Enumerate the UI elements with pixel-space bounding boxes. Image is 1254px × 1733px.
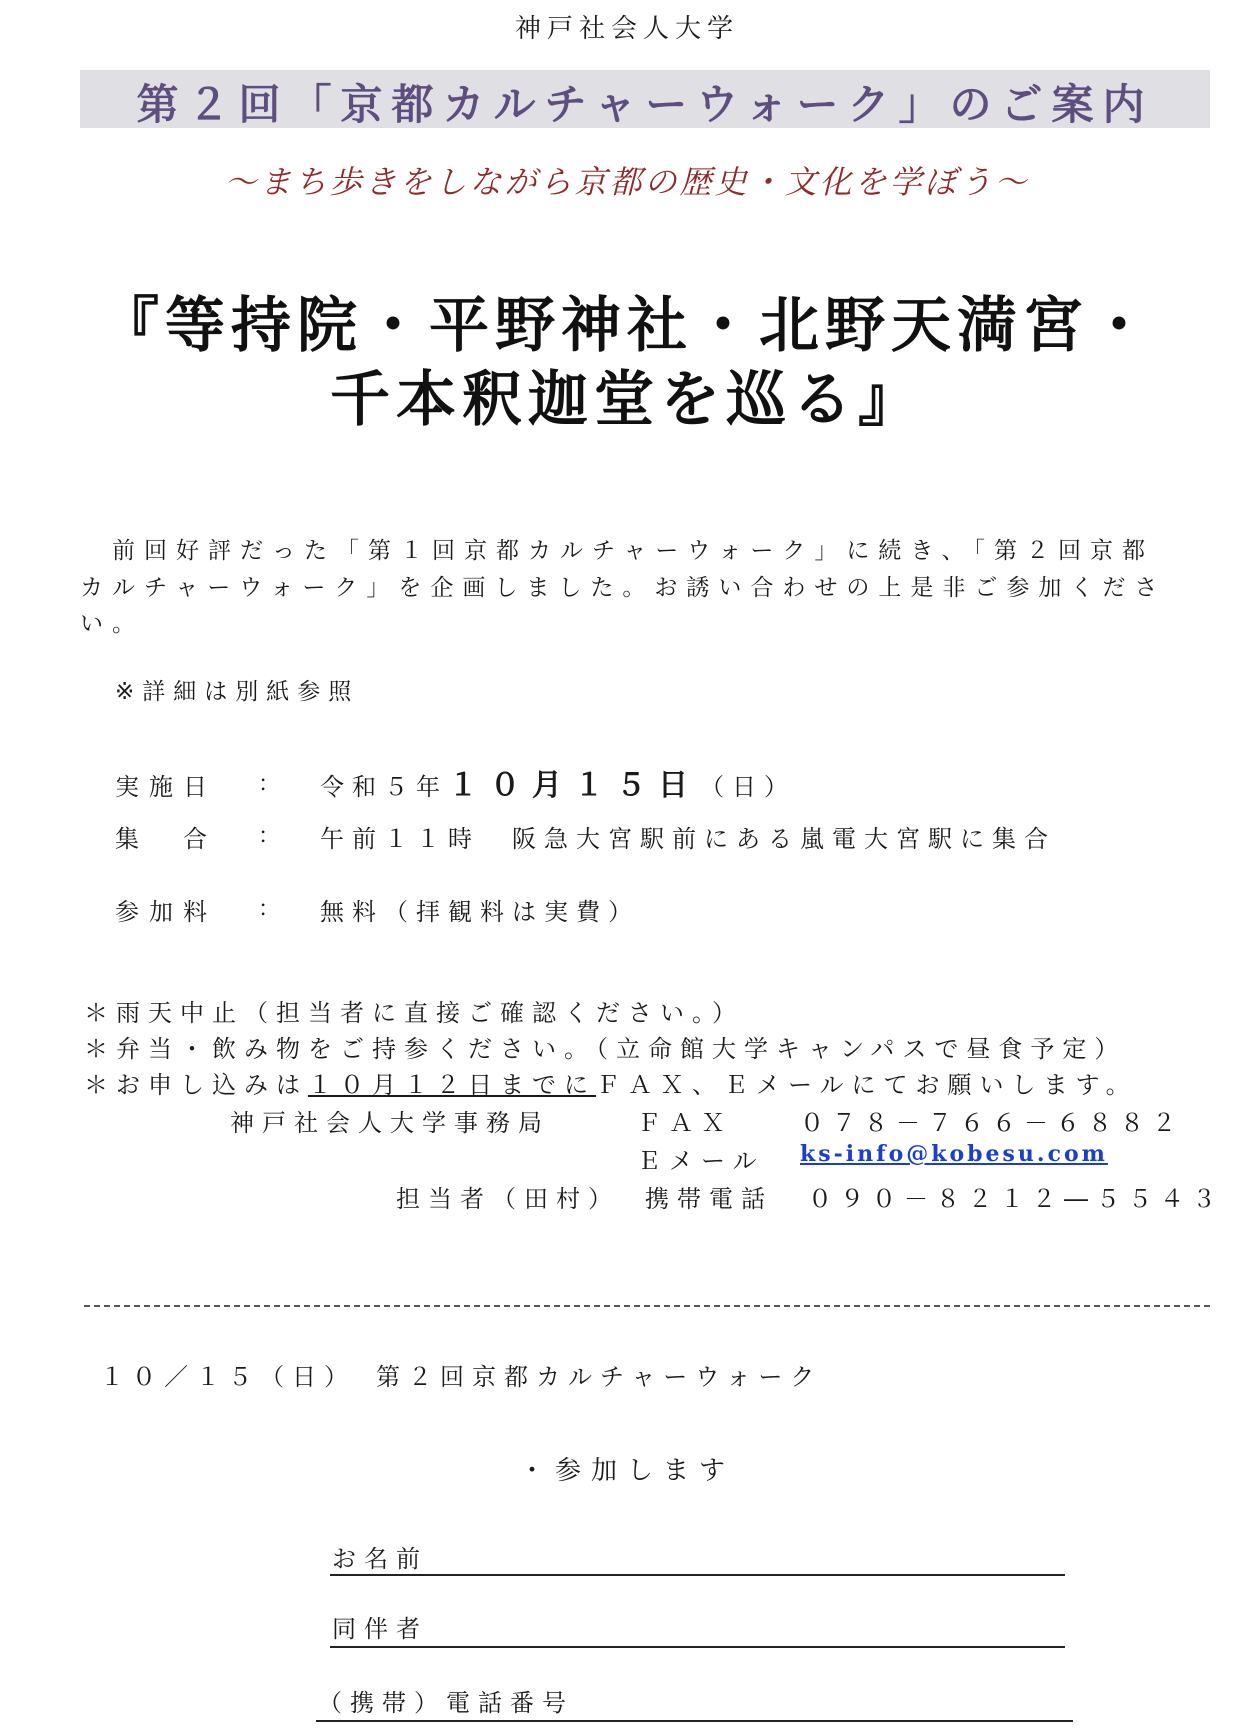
mobile-number: ０９０－８２１２―５５４３ — [808, 1185, 1224, 1213]
phone-field-line[interactable] — [316, 1720, 1073, 1722]
email-link[interactable]: ks-info@kobesu.com — [800, 1141, 1108, 1167]
date-colon: ： — [258, 772, 281, 797]
apply-deadline: １０月１２日までに — [308, 1071, 596, 1099]
intro-line-3: い。 — [80, 611, 144, 637]
reply-heading: １０／１５（日） 第２回京都カルチャーウォーク — [100, 1363, 823, 1391]
fee-value: 無料（拝観料は実費） — [320, 898, 640, 926]
page-title: 第２回「京都カルチャーウォーク」のご案内 — [136, 80, 1154, 129]
subtitle: ～まち歩きをしながら京都の歴史・文化を学ぼう～ — [224, 163, 1030, 201]
apply-suffix: ＦＡＸ、Ｅメールにてお願いします。 — [596, 1071, 1138, 1099]
fax-label: ＦＡＸ — [637, 1109, 733, 1137]
apply-prefix: ＊お申し込みは — [84, 1071, 308, 1099]
mobile-label: 携帯電話 — [645, 1185, 773, 1213]
organization-name: 神戸社会人大学 — [514, 14, 739, 44]
date-label: 実施日 — [115, 773, 217, 801]
date-weekday: （日） — [700, 773, 796, 801]
contact-person: 担当者（田村） — [396, 1185, 620, 1213]
cut-line-divider — [84, 1305, 1210, 1307]
fee-colon: ： — [258, 897, 281, 922]
name-field-line[interactable] — [330, 1574, 1065, 1576]
fee-label: 参加料 — [115, 898, 217, 926]
fax-number: ０７８－７６６－６８８２ — [800, 1109, 1184, 1137]
date-prefix: 令和５年 — [320, 773, 448, 801]
name-field-label: お名前 — [332, 1545, 428, 1573]
join-statement: ・参加します — [518, 1456, 735, 1486]
meeting-colon: ： — [258, 824, 281, 849]
note-apply — [84, 1065, 1138, 1100]
date-emphasis: １０月１５日 — [448, 768, 700, 803]
companion-field-line[interactable] — [330, 1646, 1065, 1648]
headline-line-2: 千本釈迦堂を巡る』 — [330, 365, 924, 435]
companion-field-label: 同伴者 — [332, 1615, 428, 1643]
note-lunch: ＊弁当・飲み物をご持参ください。（立命館大学キャンパスで昼食予定） — [84, 1035, 1127, 1063]
note-rain: ＊雨天中止（担当者に直接ご確認ください。） — [84, 999, 744, 1027]
meeting-label: 集 合 — [115, 825, 217, 853]
phone-field-label: （携帯）電話番号 — [318, 1689, 574, 1717]
intro-line-1: 前回好評だった「第１回京都カルチャーウォーク」に続き、「第２回京都 — [80, 538, 1154, 564]
intro-line-2: カルチャーウォーク」を企画しました。お誘い合わせの上是非ご参加くださ — [80, 575, 1167, 601]
meeting-value: 午前１１時 阪急大宮駅前にある嵐電大宮駅に集合 — [320, 825, 1056, 853]
date-value — [320, 760, 796, 804]
email-label: Ｅメール — [637, 1147, 765, 1175]
headline-line-1: 『等持院・平野神社・北野天満宮・ — [99, 291, 1155, 361]
contact-office: 神戸社会人大学事務局 — [230, 1109, 550, 1137]
reference-note: ※詳細は別紙参照 — [115, 679, 360, 705]
